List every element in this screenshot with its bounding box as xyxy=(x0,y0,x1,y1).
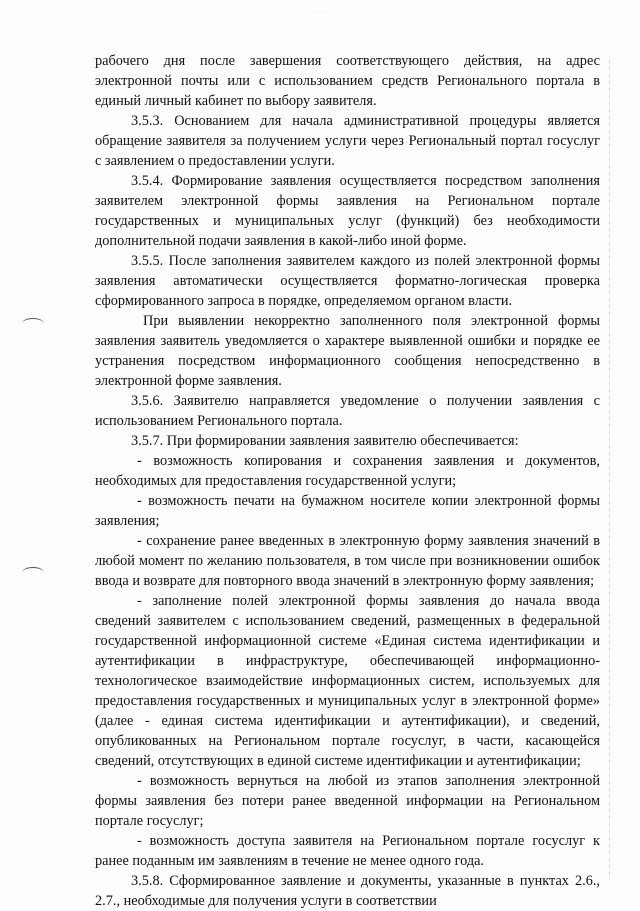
paragraph: При выявлении некорректно заполненного поля электронной формы заявления заявитель уведомляется о характере выявленной ошибки и порядке ее устранения посредством информационного сообщения непосредственно в электронной форме заявления. xyxy=(95,313,600,389)
list-item: - возможность копирования и сохранения заявления и документов, необходимых для предоставления государственной услуги; xyxy=(95,453,600,489)
list-item: - возможность доступа заявителя на Региональном портале госуслуг к ранее поданным им заявлениям в течение не менее одного года. xyxy=(95,833,600,869)
paragraph: рабочего дня после завершения соответствующего действия, на адрес электронной почты или с использованием средств Регионального портала в единый личный кабинет по выбору заявителя. xyxy=(95,53,600,109)
list-item: - возможность вернуться на любой из этапов заполнения электронной формы заявления без потери ранее введенной информации на Региональном портале госуслуг; xyxy=(95,773,600,829)
paragraph: 3.5.8. Сформированное заявление и документы, указанные в пунктах 2.6., 2.7., необходимые для получения услуги в соответствии xyxy=(95,873,600,909)
list-item: - сохранение ранее введенных в электронную форму заявления значений в любой момент по желанию пользователя, в том числе при возникновении ошибок ввода и возврате для повторного ввода значений в электронную форму заявления; xyxy=(95,533,600,589)
paragraph: 3.5.4. Формирование заявления осуществляется посредством заполнения заявителем электронной формы заявления на Региональном портале государственных и муниципальных услуг (функций) без необходимости дополнительной подачи заявления в какой-либо иной форме. xyxy=(95,173,600,249)
paragraph: 3.5.3. Основанием для начала административной процедуры является обращение заявителя за получением услуги через Региональный портал госуслуг с заявлением о предоставлении услуги. xyxy=(95,113,600,169)
paragraph: 3.5.7. При формировании заявления заявителю обеспечивается: xyxy=(131,433,519,449)
punch-hole-mark xyxy=(22,318,44,329)
list-item: - возможность печати на бумажном носителе копии электронной формы заявления; xyxy=(95,493,600,529)
punch-hole-mark xyxy=(22,567,44,578)
scan-edge-line xyxy=(609,60,610,880)
paragraph: 3.5.6. Заявителю направляется уведомление о получении заявления с использованием Регионального портала. xyxy=(95,393,600,429)
paragraph: 3.5.5. После заполнения заявителем каждого из полей электронной формы заявления автоматически осуществляется форматно-логическая проверка сформированного запроса в порядке, определяемом органом власти. xyxy=(95,253,600,309)
list-item: - заполнение полей электронной формы заявления до начала ввода сведений заявителем с использованием сведений, размещенных в федеральной государственной информационной системе «Единая система идентификации и аутентификации в инфраструктуре, обеспечивающей информационно-технологическое взаимодействие информационных систем, используемых для предоставления государственных и муниципальных услуг в электронной форме» (далее - единая система идентификации и аутентификации), и сведений, опубликованных на Региональном портале госуслуг, в части, касающейся сведений, отсутствующих в единой системе идентификации и аутентификации; xyxy=(95,593,600,769)
document-body xyxy=(95,51,600,911)
scan-header-marks: · · · · · xyxy=(308,10,333,16)
